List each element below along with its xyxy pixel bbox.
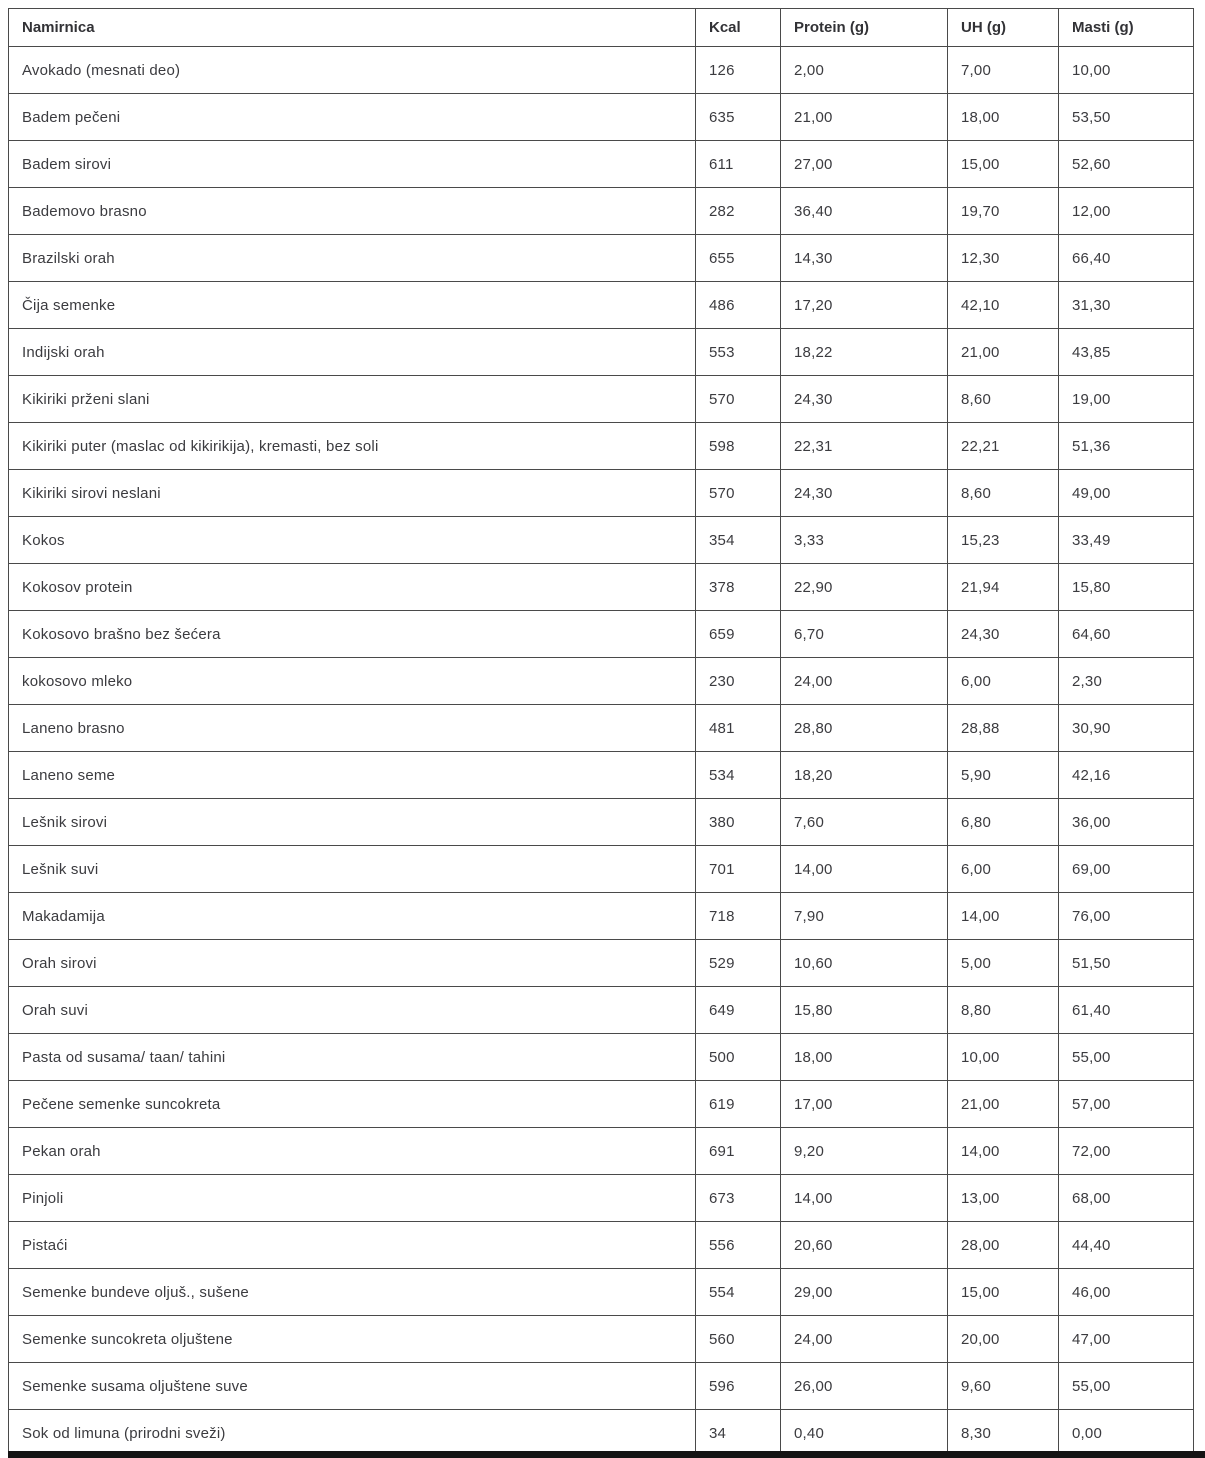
value-cell: 53,50 [1059,94,1194,141]
value-cell: 21,00 [948,329,1059,376]
value-cell: 0,00 [1059,1410,1194,1457]
value-cell: 55,00 [1059,1363,1194,1410]
value-cell: 282 [696,188,781,235]
table-row [9,1034,1194,1081]
value-cell: 31,30 [1059,282,1194,329]
table-row [9,1175,1194,1222]
value-cell: 481 [696,705,781,752]
nutrition-table [8,8,1194,1457]
food-name-cell: Pinjoli [9,1175,696,1222]
food-name-cell: Kikiriki prženi slani [9,376,696,423]
value-cell: 10,00 [948,1034,1059,1081]
value-cell: 72,00 [1059,1128,1194,1175]
food-name-cell: Bademovo brasno [9,188,696,235]
value-cell: 18,00 [948,94,1059,141]
food-name-cell: Orah suvi [9,987,696,1034]
value-cell: 51,50 [1059,940,1194,987]
table-row [9,893,1194,940]
value-cell: 556 [696,1222,781,1269]
food-name-cell: kokosovo mleko [9,658,696,705]
value-cell: 2,30 [1059,658,1194,705]
value-cell: 24,00 [781,658,948,705]
value-cell: 570 [696,376,781,423]
value-cell: 10,60 [781,940,948,987]
table-row [9,1316,1194,1363]
food-name-cell: Pistaći [9,1222,696,1269]
table-row [9,1222,1194,1269]
value-cell: 42,10 [948,282,1059,329]
value-cell: 15,80 [781,987,948,1034]
value-cell: 21,00 [948,1081,1059,1128]
table-row [9,47,1194,94]
food-name-cell: Kikiriki puter (maslac od kikirikija), kremasti, bez soli [9,423,696,470]
table-header-row [9,9,1194,47]
value-cell: 33,49 [1059,517,1194,564]
table-row [9,705,1194,752]
value-cell: 15,80 [1059,564,1194,611]
table-body [9,47,1194,1457]
value-cell: 15,00 [948,1269,1059,1316]
table-row [9,846,1194,893]
column-header-uhg: UH (g) [948,9,1059,47]
value-cell: 55,00 [1059,1034,1194,1081]
value-cell: 529 [696,940,781,987]
value-cell: 34 [696,1410,781,1457]
value-cell: 15,00 [948,141,1059,188]
food-name-cell: Pasta od susama/ taan/ tahini [9,1034,696,1081]
food-name-cell: Pekan orah [9,1128,696,1175]
value-cell: 0,40 [781,1410,948,1457]
value-cell: 13,00 [948,1175,1059,1222]
food-name-cell: Lešnik sirovi [9,799,696,846]
table-row [9,799,1194,846]
value-cell: 6,70 [781,611,948,658]
table-row [9,517,1194,564]
value-cell: 8,80 [948,987,1059,1034]
value-cell: 635 [696,94,781,141]
value-cell: 29,00 [781,1269,948,1316]
value-cell: 14,00 [948,1128,1059,1175]
value-cell: 691 [696,1128,781,1175]
value-cell: 49,00 [1059,470,1194,517]
value-cell: 12,00 [1059,188,1194,235]
value-cell: 9,60 [948,1363,1059,1410]
table-row [9,1269,1194,1316]
value-cell: 69,00 [1059,846,1194,893]
table-row [9,282,1194,329]
table-row [9,235,1194,282]
value-cell: 24,30 [948,611,1059,658]
value-cell: 3,33 [781,517,948,564]
table-row [9,376,1194,423]
value-cell: 560 [696,1316,781,1363]
food-name-cell: Brazilski orah [9,235,696,282]
food-name-cell: Kikiriki sirovi neslani [9,470,696,517]
value-cell: 57,00 [1059,1081,1194,1128]
value-cell: 126 [696,47,781,94]
table-row [9,94,1194,141]
value-cell: 18,22 [781,329,948,376]
column-header-mastig: Masti (g) [1059,9,1194,47]
table-row [9,329,1194,376]
value-cell: 28,00 [948,1222,1059,1269]
food-name-cell: Badem sirovi [9,141,696,188]
table-row [9,987,1194,1034]
value-cell: 598 [696,423,781,470]
value-cell: 8,30 [948,1410,1059,1457]
value-cell: 26,00 [781,1363,948,1410]
table-row [9,1363,1194,1410]
column-header-namirnica: Namirnica [9,9,696,47]
value-cell: 20,00 [948,1316,1059,1363]
value-cell: 27,00 [781,141,948,188]
food-name-cell: Semenke susama oljuštene suve [9,1363,696,1410]
table-row [9,1081,1194,1128]
food-name-cell: Sok od limuna (prirodni sveži) [9,1410,696,1457]
food-name-cell: Avokado (mesnati deo) [9,47,696,94]
value-cell: 14,00 [781,1175,948,1222]
value-cell: 6,80 [948,799,1059,846]
food-name-cell: Kokosovo brašno bez šećera [9,611,696,658]
value-cell: 500 [696,1034,781,1081]
value-cell: 14,00 [948,893,1059,940]
value-cell: 18,00 [781,1034,948,1081]
value-cell: 718 [696,893,781,940]
value-cell: 52,60 [1059,141,1194,188]
value-cell: 14,00 [781,846,948,893]
value-cell: 51,36 [1059,423,1194,470]
value-cell: 17,20 [781,282,948,329]
value-cell: 17,00 [781,1081,948,1128]
food-name-cell: Laneno brasno [9,705,696,752]
value-cell: 66,40 [1059,235,1194,282]
value-cell: 570 [696,470,781,517]
value-cell: 30,90 [1059,705,1194,752]
value-cell: 611 [696,141,781,188]
food-name-cell: Laneno seme [9,752,696,799]
value-cell: 7,60 [781,799,948,846]
value-cell: 7,90 [781,893,948,940]
table-row [9,658,1194,705]
food-name-cell: Indijski orah [9,329,696,376]
value-cell: 28,80 [781,705,948,752]
value-cell: 655 [696,235,781,282]
value-cell: 21,94 [948,564,1059,611]
value-cell: 36,40 [781,188,948,235]
value-cell: 47,00 [1059,1316,1194,1363]
value-cell: 10,00 [1059,47,1194,94]
value-cell: 20,60 [781,1222,948,1269]
value-cell: 24,00 [781,1316,948,1363]
bottom-dark-bar [8,1451,1205,1458]
table-row [9,611,1194,658]
food-name-cell: Semenke bundeve oljuš., sušene [9,1269,696,1316]
value-cell: 554 [696,1269,781,1316]
value-cell: 28,88 [948,705,1059,752]
table-row [9,423,1194,470]
value-cell: 68,00 [1059,1175,1194,1222]
value-cell: 61,40 [1059,987,1194,1034]
value-cell: 24,30 [781,470,948,517]
food-name-cell: Kokosov protein [9,564,696,611]
value-cell: 5,00 [948,940,1059,987]
value-cell: 15,23 [948,517,1059,564]
food-name-cell: Orah sirovi [9,940,696,987]
value-cell: 378 [696,564,781,611]
food-name-cell: Badem pečeni [9,94,696,141]
value-cell: 673 [696,1175,781,1222]
food-name-cell: Makadamija [9,893,696,940]
value-cell: 380 [696,799,781,846]
value-cell: 36,00 [1059,799,1194,846]
value-cell: 354 [696,517,781,564]
value-cell: 22,21 [948,423,1059,470]
food-name-cell: Semenke suncokreta oljuštene [9,1316,696,1363]
value-cell: 19,70 [948,188,1059,235]
value-cell: 5,90 [948,752,1059,799]
value-cell: 7,00 [948,47,1059,94]
table-row [9,940,1194,987]
table-row [9,188,1194,235]
table-row [9,1128,1194,1175]
table-row [9,470,1194,517]
value-cell: 46,00 [1059,1269,1194,1316]
value-cell: 22,90 [781,564,948,611]
value-cell: 553 [696,329,781,376]
value-cell: 42,16 [1059,752,1194,799]
column-header-proteing: Protein (g) [781,9,948,47]
food-name-cell: Kokos [9,517,696,564]
value-cell: 19,00 [1059,376,1194,423]
value-cell: 14,30 [781,235,948,282]
value-cell: 534 [696,752,781,799]
value-cell: 649 [696,987,781,1034]
table-row [9,1410,1194,1457]
value-cell: 486 [696,282,781,329]
value-cell: 24,30 [781,376,948,423]
value-cell: 230 [696,658,781,705]
food-name-cell: Čija semenke [9,282,696,329]
value-cell: 44,40 [1059,1222,1194,1269]
value-cell: 6,00 [948,658,1059,705]
table-row [9,141,1194,188]
value-cell: 6,00 [948,846,1059,893]
value-cell: 8,60 [948,376,1059,423]
value-cell: 22,31 [781,423,948,470]
value-cell: 12,30 [948,235,1059,282]
value-cell: 701 [696,846,781,893]
value-cell: 18,20 [781,752,948,799]
food-name-cell: Pečene semenke suncokreta [9,1081,696,1128]
food-name-cell: Lešnik suvi [9,846,696,893]
value-cell: 9,20 [781,1128,948,1175]
value-cell: 596 [696,1363,781,1410]
value-cell: 43,85 [1059,329,1194,376]
value-cell: 21,00 [781,94,948,141]
table-row [9,752,1194,799]
column-header-kcal: Kcal [696,9,781,47]
value-cell: 8,60 [948,470,1059,517]
value-cell: 659 [696,611,781,658]
value-cell: 619 [696,1081,781,1128]
value-cell: 76,00 [1059,893,1194,940]
value-cell: 2,00 [781,47,948,94]
table-row [9,564,1194,611]
value-cell: 64,60 [1059,611,1194,658]
